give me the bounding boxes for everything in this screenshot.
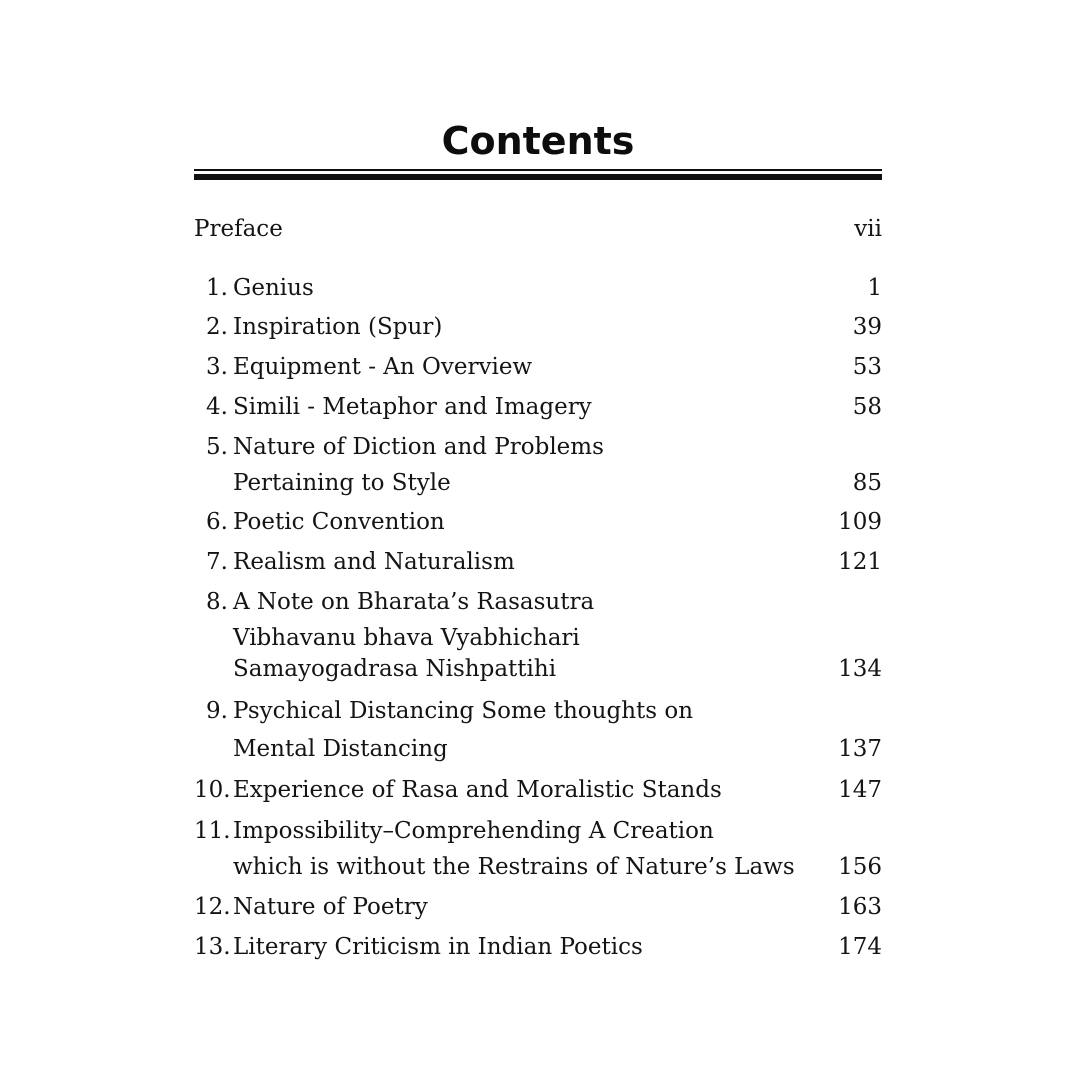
toc-entry-title: Samayogadrasa Nishpattihi xyxy=(233,656,557,682)
toc-entry-line xyxy=(194,773,882,807)
toc-page-number: 163 xyxy=(838,894,882,920)
toc-entry-line xyxy=(194,466,882,500)
toc-entry-line xyxy=(194,545,882,579)
toc-entry-number: 9. xyxy=(206,698,228,724)
toc-entry-number: 5. xyxy=(206,434,228,460)
toc-page-number: 58 xyxy=(852,394,882,420)
page-title: Contents xyxy=(441,119,635,163)
toc-page-number: 53 xyxy=(852,354,882,380)
toc-page-number: 39 xyxy=(852,314,882,340)
toc-entry-line xyxy=(194,850,882,884)
toc-entry-title: Pertaining to Style xyxy=(233,470,451,496)
toc-page-number: 85 xyxy=(852,470,882,496)
toc-entry-title: Psychical Distancing Some thoughts on xyxy=(233,698,694,724)
toc-entry-line xyxy=(194,652,882,686)
toc-entry-line xyxy=(194,621,882,655)
toc-entry-number: 1. xyxy=(206,275,228,301)
toc-entry-number: 13. xyxy=(194,934,231,960)
toc-page-number: 174 xyxy=(838,934,882,960)
toc-entry-line xyxy=(194,271,882,305)
toc-page-number: 121 xyxy=(838,549,882,575)
toc-entry-title: Realism and Naturalism xyxy=(233,549,515,575)
toc-entry-line xyxy=(194,694,882,728)
toc-entry-number: 7. xyxy=(206,549,228,575)
toc-entry-number: 11. xyxy=(194,818,231,844)
table-of-contents xyxy=(194,0,882,1080)
toc-entry-line xyxy=(194,350,882,384)
toc-page-number: 134 xyxy=(838,656,882,682)
toc-entry-title: Preface xyxy=(194,216,283,242)
toc-entry-title: Experience of Rasa and Moralistic Stands xyxy=(233,777,722,803)
toc-page-number: 147 xyxy=(838,777,882,803)
toc-preface-line xyxy=(194,212,882,246)
toc-entry-title: Nature of Diction and Problems xyxy=(233,434,604,460)
toc-entry-number: 10. xyxy=(194,777,231,803)
toc-entry-line xyxy=(194,890,882,924)
toc-entry-line xyxy=(194,930,882,964)
toc-entry-number: 2. xyxy=(206,314,228,340)
toc-entry-number: 12. xyxy=(194,894,231,920)
toc-entry-title: A Note on Bharata’s Rasasutra xyxy=(233,589,595,615)
toc-entry-number: 6. xyxy=(206,509,228,535)
toc-entry-title: Impossibility–Comprehending A Creation xyxy=(233,818,714,844)
toc-entry-line xyxy=(194,814,882,848)
toc-entry-title: Poetic Convention xyxy=(233,509,445,535)
toc-page-number: 1 xyxy=(867,275,882,301)
toc-entry-title: Mental Distancing xyxy=(233,736,448,762)
toc-entry-line xyxy=(194,390,882,424)
toc-entry-title: Simili - Metaphor and Imagery xyxy=(233,394,592,420)
toc-entry-line xyxy=(194,732,882,766)
toc-entry-line xyxy=(194,310,882,344)
toc-entry-title: Vibhavanu bhava Vyabhichari xyxy=(233,625,580,651)
toc-entry-title: Genius xyxy=(233,275,314,301)
toc-entry-title: Inspiration (Spur) xyxy=(233,314,443,340)
contents-page xyxy=(194,0,882,1080)
toc-entry-line xyxy=(194,430,882,464)
toc-page-number: 137 xyxy=(838,736,882,762)
toc-page-number: vii xyxy=(854,216,882,242)
toc-entry-title: Equipment - An Overview xyxy=(233,354,533,380)
toc-entry-number: 8. xyxy=(206,589,228,615)
toc-entry-line xyxy=(194,505,882,539)
toc-page-number: 109 xyxy=(838,509,882,535)
toc-entry-number: 4. xyxy=(206,394,228,420)
toc-entry-number: 3. xyxy=(206,354,228,380)
toc-entry-title: Literary Criticism in Indian Poetics xyxy=(233,934,643,960)
toc-entry-title: Nature of Poetry xyxy=(233,894,428,920)
toc-entry-title: which is without the Restrains of Nature’s Laws xyxy=(233,854,795,880)
toc-page-number: 156 xyxy=(838,854,882,880)
toc-entry-line xyxy=(194,585,882,619)
